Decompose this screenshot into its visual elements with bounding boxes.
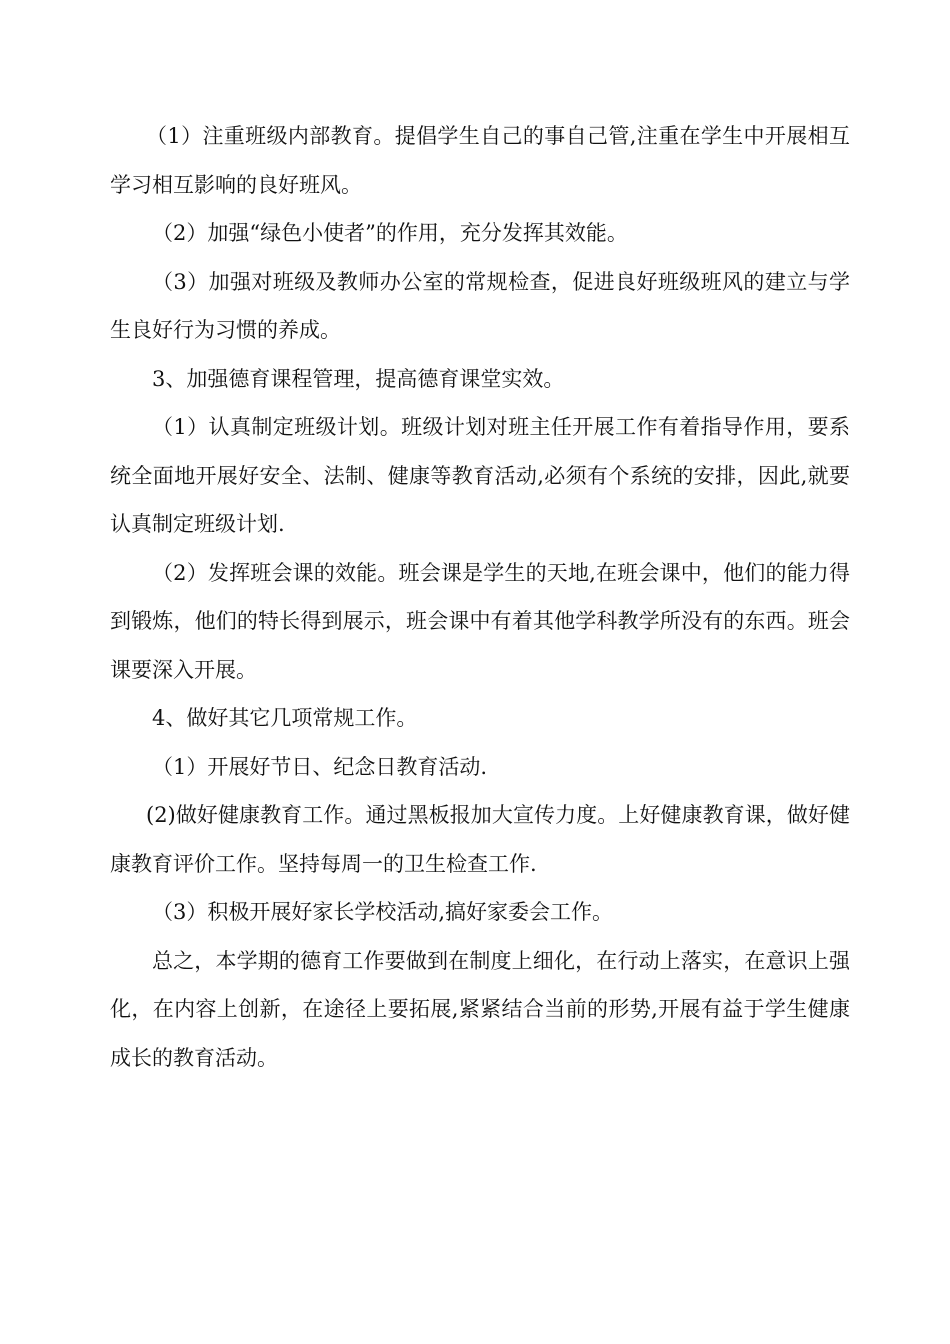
paragraph-2: （2）加强“绿色小使者”的作用，充分发挥其效能。 [152,221,628,245]
paragraph-1: （1）注重班级内部教育。提倡学生自己的事自己管,注重在学生中开展相互学习相互影响的良好班风。 [110,124,850,197]
paragraph-10: （3）积极开展好家长学校活动,搞好家委会工作。 [152,900,614,924]
section-heading-3: 3、加强德育课程管理，提高德育课堂实效。 [152,366,565,391]
paragraph-9: (2)做好健康教育工作。通过黑板报加大宣传力度。上好健康教育课，做好健康教育评价工作。坚持每周一的卫生检查工作. [110,803,850,876]
summary-paragraph: 总之，本学期的德育工作要做到在制度上细化，在行动上落实，在意识上强化，在内容上创新，在途径上要拓展,紧紧结合当前的形势,开展有益于学生健康成长的教育活动。 [110,948,850,1070]
section-heading-4: 4、做好其它几项常规工作。 [152,706,418,730]
paragraph-8: （1）开展好节日、纪念日教育活动. [152,754,488,779]
paragraph-3: （3）加强对班级及教师办公室的常规检查，促进良好班级班风的建立与学生良好行为习惯的养成。 [110,269,850,342]
paragraph-6: （2）发挥班会课的效能。班会课是学生的天地,在班会课中，他们的能力得到锻炼，他们的特长得到展示，班会课中有着其他学科教学所没有的东西。班会课要深入开展。 [110,560,850,682]
paragraph-5: （1）认真制定班级计划。班级计划对班主任开展工作有着指导作用，要系统全面地开展好安全、法制、健康等教育活动,必须有个系统的安排，因此,就要认真制定班级计划. [110,415,850,536]
document-body [110,112,850,1082]
